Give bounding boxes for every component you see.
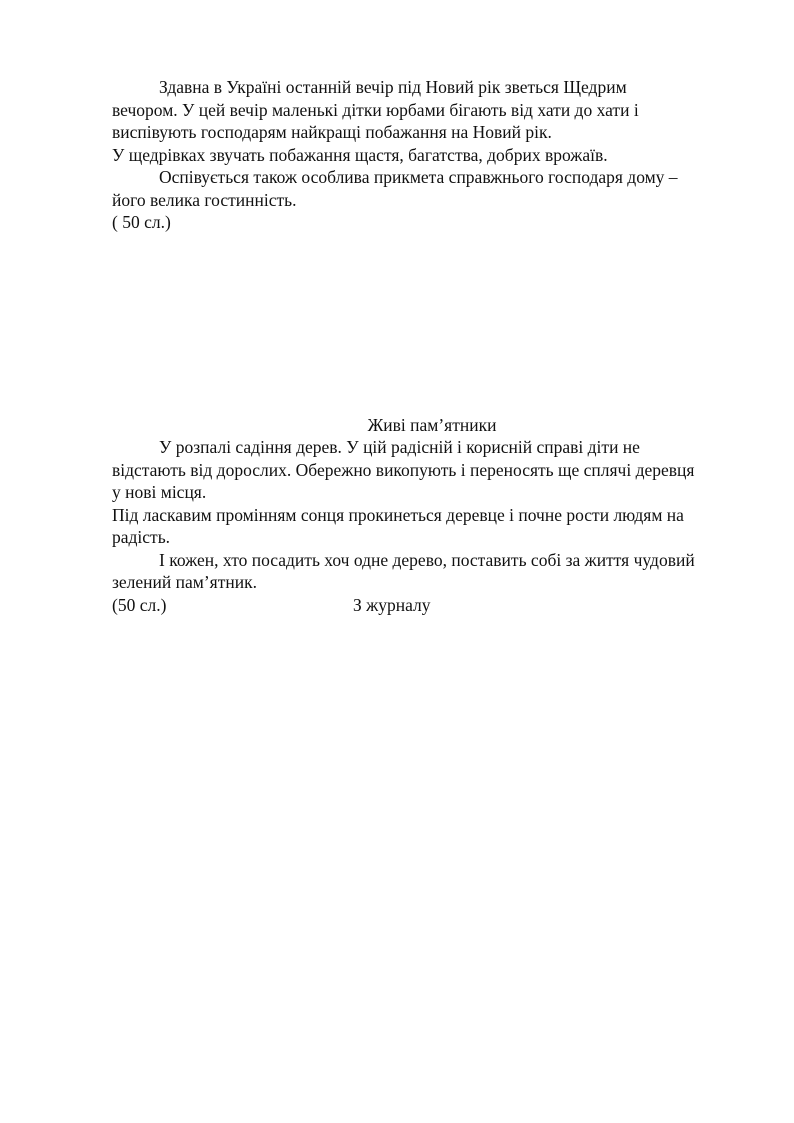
paragraph-line: виспівують господарям найкращі побажання на Новий рік.	[112, 122, 552, 142]
footer-line	[112, 594, 752, 617]
paragraph-line: Під ласкавим промінням сонця прокинеться деревце і почне рости людям на	[112, 504, 684, 525]
document-page	[112, 76, 752, 616]
paragraph-line: Здавна в Україні останній вечір під Новий рік зветься Щедрим	[159, 77, 627, 97]
dictation-text-1	[112, 76, 752, 234]
paragraph-line: його велика гостинність.	[112, 189, 297, 210]
paragraph-line: у нові місця.	[112, 482, 207, 502]
word-count: ( 50 сл.)	[112, 212, 171, 232]
word-count: (50 сл.)	[112, 594, 167, 615]
paragraph-line: зелений пам’ятник.	[112, 572, 257, 592]
text-title: Живі пам’ятники	[367, 414, 497, 435]
paragraph-line: У щедрівках звучать побажання щастя, багатства, добрих врожаїв.	[112, 144, 608, 165]
paragraph-line: Оспівується також особлива прикмета справжнього господаря дому –	[159, 167, 678, 187]
paragraph-line: У розпалі садіння дерев. У цій радісній і корисній справі діти не	[159, 437, 640, 457]
paragraph-line: І кожен, хто посадить хоч одне дерево, поставить собі за життя чудовий	[159, 549, 695, 570]
paragraph-line: радість.	[112, 527, 171, 547]
dictation-text-2	[112, 414, 752, 617]
source-attribution: З журналу	[353, 594, 431, 615]
paragraph-line: вечором. У цей вечір маленькі дітки юрбами бігають від хати до хати і	[112, 99, 639, 120]
paragraph-line: відстають від дорослих. Обережно викопують і переносять ще сплячі деревця	[112, 459, 695, 480]
spacer	[112, 234, 752, 414]
